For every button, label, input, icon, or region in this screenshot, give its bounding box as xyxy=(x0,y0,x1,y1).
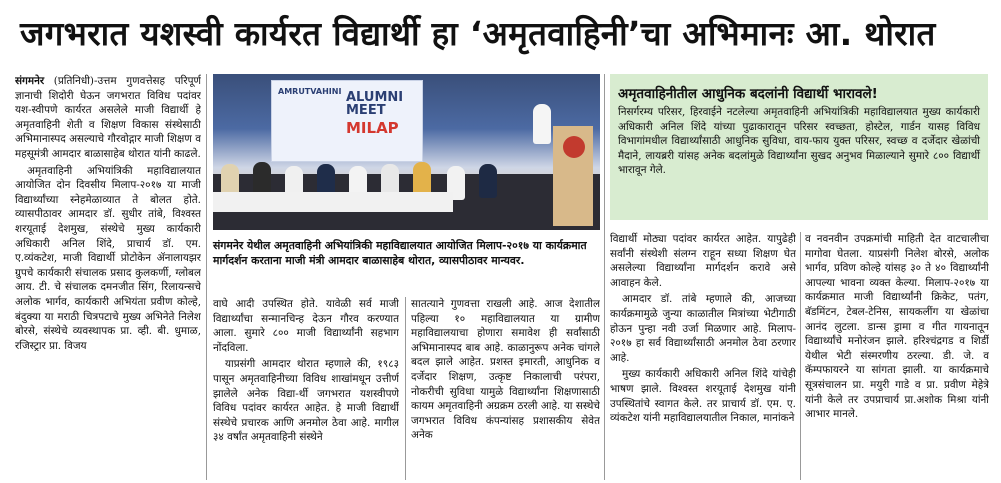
article-column-4 xyxy=(610,232,796,482)
article-column-5 xyxy=(805,232,989,482)
stage-table xyxy=(213,192,453,212)
article-paragraph: याप्रसंगी आमदार थोरात म्हणाले की, १९८३ पासून अमृतवाहिनीच्या विविध शाखांमधून उत्तीर्ण झालेले अनेक विद्या-र्थी जगभरात यशस्वीपणे विविध पदांवर कार्यरत आहेत. हे माजी विद्यार्थी संस्थेचे प्रचारक आणि अनमोल ठेवा आहे. मागील ३४ वर्षांत अमृतवाहिनी संस्थेने xyxy=(213,358,399,444)
column-divider xyxy=(405,297,406,480)
event-photo xyxy=(213,74,600,230)
banner-college-name: AMRUTVAHINI xyxy=(278,87,342,96)
paragraph-text: (प्रतिनिधी)-उत्तम गुणवत्तेसह परिपूर्ण ज्ञानाची शिदोरी घेऊन जगभरात विविध पदांवर यश-स्वीपणे कार्यरत असलेले माजी विद्यार्थी हे अमृतवाहिनी शेती व शिक्षण विकास संस्थेसाठी अभिमानास्पद असल्याचे गौरवोद्गार माजी शिक्षण व महसूमंत्री आमदार बाळासाहेब थोरात यांनी काढले. xyxy=(15,75,201,160)
article-paragraph: व नवनवीन उपक्रमांची माहिती देत वाटचालीचा मागोवा घेतला. याप्रसंगी निलेश बोरसे, अलोक भार्गव, प्रविण कोल्हे यांसह ३० ते ४० विद्यार्थ्यांनी आपल्या भावना व्यक्त केल्या. मिलाप-२०१७ या कार्यक्रमात माजी विद्यार्थ्यांनी क्रिकेट, पतंग, बॅडमिंटन, टेबल-टेनिस, सायकलींग या खेळांचा आनंद लुटला. डान्स ड्रामा व गीत गायनातून विद्यार्थ्यांचे मनोरंजन झाले. हरिश्चंद्रगड व शिर्डी येथील भेटी संस्मरणीय ठरल्या. डी. जे. व कॅम्पफायरने या सांगता झाली. या कार्यक्रमाचे सूत्रसंचालन प्रा. मयुरी गाडे व प्रा. प्रवीण मेहेत्रे यांनी केले तर उपप्राचार्य प्रा.अशोक मिश्रा यांनी आभार मानले. xyxy=(805,233,989,421)
column-divider xyxy=(206,74,207,480)
article-paragraph: आमदार डॉ. तांबे म्हणाले की, आजच्या कार्यक्रमामुळे जुन्या काळातील मित्रांच्या भेटीगाठी होऊन पुन्हा नवी उर्जा मिळणार आहे. मिलाप- २०१७ हा सर्व विद्यार्थ्यांसाठी अनमोल ठेवा ठरणार आहे. xyxy=(610,293,796,364)
article-column-1 xyxy=(15,74,201,482)
person-figure xyxy=(479,164,497,198)
headline: जगभरात यशस्वी कार्यरत विद्यार्थी हा ‘अमृतवाहिनी’चा अभिमानः आ. थोरात xyxy=(20,14,936,53)
flower-bouquet xyxy=(563,136,585,158)
column-divider xyxy=(604,74,605,480)
banner-subtitle: MILAP xyxy=(346,119,399,137)
sidebar-box xyxy=(610,74,988,220)
article-column-2 xyxy=(213,297,399,482)
article-paragraph: वाघे आदी उपस्थित होते. यावेळी सर्व माजी विद्यार्थ्यांचा सन्मानचिन्ह देऊन गौरव करण्यात आला. सुमारे ८०० माजी विद्यार्थ्यांनी सहभाग नोंदविला. xyxy=(213,298,399,354)
dateline: संगमनेर xyxy=(15,75,45,87)
article-paragraph: अमृतवाहिनी अभियांत्रिकी महाविद्यालयात आयोजित दोन दिवसीय मिलाप-२०१७ या माजी विद्यार्थ्यांच्या स्नेहमेळाव्यात ते बोलत होते. व्यासपीठावर आमदार डॉ. सुधीर तांबे, विश्वस्त शरयूताई देशमुख, संस्थेचे मुख्य कार्यकारी अधिकारी अनिल शिंदे, प्राचार्य डॉ. एम. ए.व्यंकटेश, माजी विद्यार्थी प्रोटोकेन ॲनालायझर ग्रुपचे कार्यकारी संचालक प्रसाद कुलकर्णी, ग्लोबल आय. टी. चे संचालक दमनजीत सिंग, रिलायन्सचे अलोक भार्गव, कार्यकारी अभियंता प्रवीण कोल्हे, बंदुक्या या मराठी चित्रपटाचे मुख्य अभिनेते निलेश बोरसे, संस्थेचे व्यवस्थापक प्रा. व्ही. बी. धुमाळ, रजिस्ट्रार प्रा. विजय xyxy=(15,164,201,352)
article-paragraph: मुख्य कार्यकारी अधिकारी अनिल शिंदे यांचेही भाषण झाले. विश्वस्त शरयूताई देशमुख यांनी उपस्थितांचे स्वागत केले. तर प्राचार्य डॉ. एम. ए. व्यंकटेश यांनी महाविद्यालयातील निकाल, मानांकने xyxy=(610,368,796,425)
column-divider xyxy=(800,232,801,480)
photo-caption: संगमनेर येथील अमृतवाहिनी अभियांत्रिकी महाविद्यालयात आयोजित मिलाप-२०१७ या कार्यक्रमात मार्गदर्शन करताना माजी मंत्री आमदार बाळासाहेब थोरात, व्यासपीठावर मान्यवर. xyxy=(213,239,587,267)
article-paragraph xyxy=(15,74,201,162)
person-figure xyxy=(253,162,271,196)
person-figure xyxy=(413,162,431,196)
alumni-meet-banner xyxy=(271,80,423,162)
article-column-3 xyxy=(411,297,600,482)
banner-title: ALUMNI MEET xyxy=(346,90,404,118)
sidebar-heading: अमृतवाहिनीतील आधुनिक बदलांनी विद्यार्थी भारावले! xyxy=(618,86,878,102)
person-figure xyxy=(533,104,551,144)
sidebar-body: निसर्गरम्य परिसर, हिरवाईने नटलेल्या अमृतवाहिनी अभियांत्रिकी महाविद्यालयात मुख्य कार्यकारी अधिकारी अनिल शिंदे यांच्या पुढाकारातून परिसर स्वच्छता, होस्टेल, गार्डन यासह विविध विभागांमधील विद्यार्थ्यांसाठी आधुनिक सुविधा, वाय-फाय युक्त परिसर, स्वच्छ व दर्जेदार खेळांची मैदाने, लायब्ररी यांसह अनेक बदलांमुळे विद्यार्थ्यांना सुखद अनुभव मिळाल्याने सुमारे ८०० विद्यार्थी भारावून गेले. xyxy=(618,106,980,176)
article-paragraph: सातत्याने गुणवत्ता राखली आहे. आज देशातील पहिल्या १० महाविद्यालयात या ग्रामीण महाविद्यालयाचा होणारा समावेश ही सर्वांसाठी अभिमानास्पद बाब आहे. काळानुरूप अनेक चांगले बदल झाले आहेत. प्रशस्त इमारती, आधुनिक व दर्जेदार शिक्षण, उत्कृष्ट निकालाची परंपरा, नोकरीची सुविधा यामुळे विद्यार्थ्यांना शिक्षणासाठी कायम अमृतवाहिनी अग्रक्रम ठरली आहे. या सस्थेचे जगभरात विविध कंपन्यांसह प्रशासकीय सेवेत अनेक xyxy=(411,298,600,442)
article-paragraph: विद्यार्थी मोठ्या पदांवर कार्यरत आहेत. यापुढेही सर्वांनी संस्थेशी संलग्न राहून सध्या शिक्षण घेत असलेल्या विद्यार्थ्यांना मार्गदर्शन करावे असे आवाहन केले. xyxy=(610,233,796,289)
